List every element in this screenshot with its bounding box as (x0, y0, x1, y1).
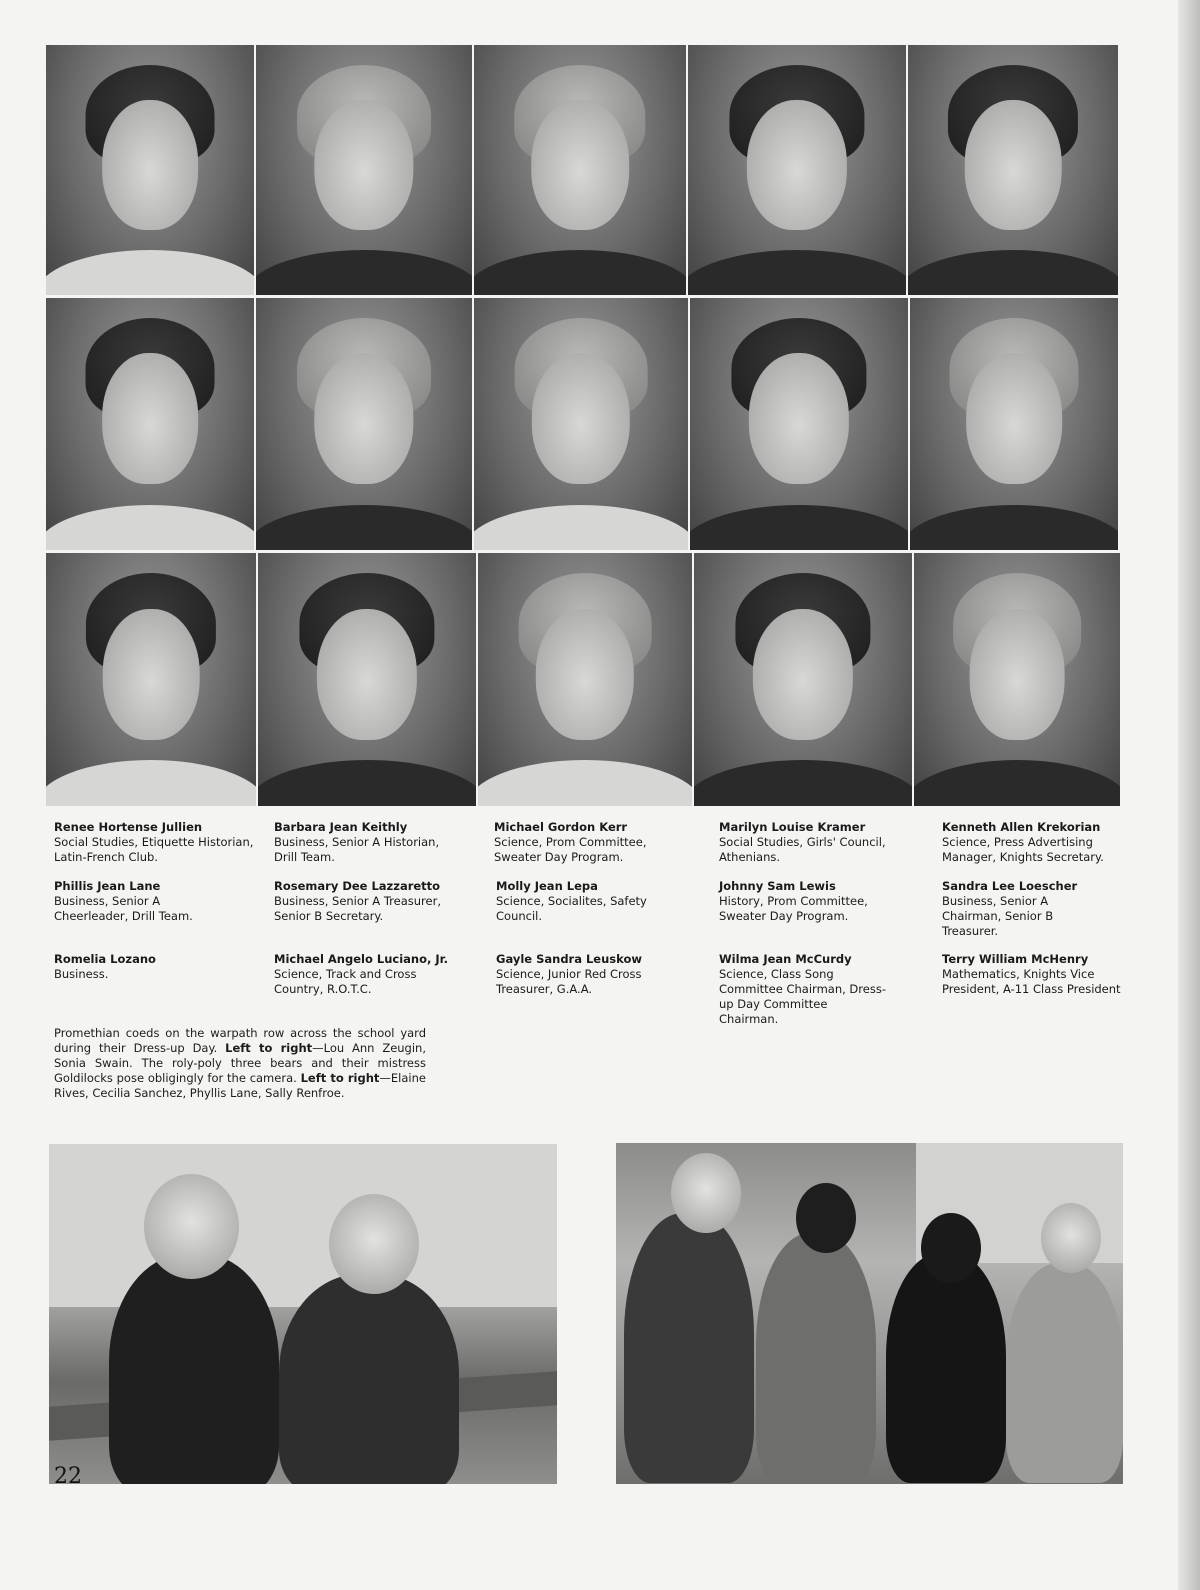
student-activities: Social Studies, Etiquette Historian, Latin-French Club. (54, 835, 254, 864)
student-entry (54, 952, 224, 982)
portrait-photo (46, 298, 254, 550)
student-name: Renee Hortense Jullien (54, 820, 203, 834)
photo-caption (54, 1026, 426, 1101)
student-name: Terry William McHenry (942, 952, 1089, 966)
student-name: Rosemary Dee Lazzaretto (274, 879, 441, 893)
student-activities: Business, Senior A Chairman, Senior B Treasurer. (942, 894, 1054, 938)
student-entry (494, 820, 684, 865)
student-activities: Social Studies, Girls' Council, Athenians. (719, 835, 886, 864)
student-activities: Business, Senior A Historian, Drill Team. (274, 835, 440, 864)
student-entry (719, 952, 889, 1027)
caption-left-to-right: Left to right (225, 1041, 313, 1055)
student-name: Wilma Jean McCurdy (719, 952, 852, 966)
caption-text: —Elaine Rives, Cecilia Sanchez, Phyllis Lane, Sally Renfroe. (54, 1071, 426, 1100)
student-name: Romelia Lozano (54, 952, 156, 966)
student-name: Marilyn Louise Kramer (719, 820, 866, 834)
portrait-photo (690, 298, 908, 550)
portrait-photo (910, 298, 1118, 550)
student-name: Michael Angelo Luciano, Jr. (274, 952, 449, 966)
warpath-photo (49, 1144, 557, 1484)
student-entry (54, 879, 224, 924)
portrait-photo (258, 553, 476, 806)
student-entry (719, 820, 919, 865)
portrait-photo (688, 45, 906, 295)
student-activities: Business, Senior A Treasurer, Senior B Secretary. (274, 894, 441, 923)
student-name: Gayle Sandra Leuskow (496, 952, 643, 966)
student-entry (496, 879, 666, 924)
student-entry (942, 820, 1140, 865)
student-activities: Science, Prom Committee, Sweater Day Program. (494, 835, 647, 864)
student-activities: Science, Press Advertising Manager, Knights Secretary. (942, 835, 1104, 864)
portrait-photo (694, 553, 912, 806)
portrait-photo (914, 553, 1120, 806)
student-name: Michael Gordon Kerr (494, 820, 628, 834)
caption-text: —Lou Ann Zeugin, Sonia Swain. The roly-poly three bears and their mistress Goldilocks pose obligingly for the camera. (54, 1041, 427, 1085)
student-activities: Business. (54, 967, 109, 981)
student-entry (942, 879, 1092, 939)
caption-text: Promethian coeds on the warpath row across the school yard during their Dress-up Day. (54, 1026, 426, 1055)
student-name: Kenneth Allen Krekorian (942, 820, 1101, 834)
portrait-photo (256, 298, 472, 550)
portrait-photo (474, 45, 686, 295)
student-name: Johnny Sam Lewis (719, 879, 836, 893)
portrait-photo (474, 298, 688, 550)
student-activities: History, Prom Committee, Sweater Day Program. (719, 894, 868, 923)
student-activities: Science, Class Song Committee Chairman, Dress-up Day Committee Chairman. (719, 967, 886, 1026)
student-activities: Business, Senior A Cheerleader, Drill Team. (54, 894, 193, 923)
student-entry (274, 952, 464, 997)
student-activities: Science, Junior Red Cross Treasurer, G.A.A. (496, 967, 642, 996)
page-number: 22 (54, 1464, 82, 1489)
student-activities: Science, Track and Cross Country, R.O.T.C. (274, 967, 417, 996)
student-entry (496, 952, 671, 997)
portrait-photo (46, 45, 254, 295)
portrait-photo (478, 553, 692, 806)
student-name: Molly Jean Lepa (496, 879, 598, 893)
student-name: Phillis Jean Lane (54, 879, 161, 893)
student-activities: Mathematics, Knights Vice President, A-11 Class President (942, 967, 1121, 996)
portrait-photo (256, 45, 472, 295)
student-entry (274, 820, 464, 865)
caption-left-to-right: Left to right (300, 1071, 380, 1085)
student-name: Sandra Lee Loescher (942, 879, 1078, 893)
student-activities: Science, Socialites, Safety Council. (496, 894, 647, 923)
page-edge (1178, 0, 1200, 1590)
portrait-photo (908, 45, 1118, 295)
student-entry (719, 879, 899, 924)
student-entry (942, 952, 1122, 997)
student-entry (54, 820, 254, 865)
three-bears-photo (616, 1143, 1123, 1484)
student-name: Barbara Jean Keithly (274, 820, 408, 834)
portrait-photo (46, 553, 256, 806)
student-entry (274, 879, 444, 924)
